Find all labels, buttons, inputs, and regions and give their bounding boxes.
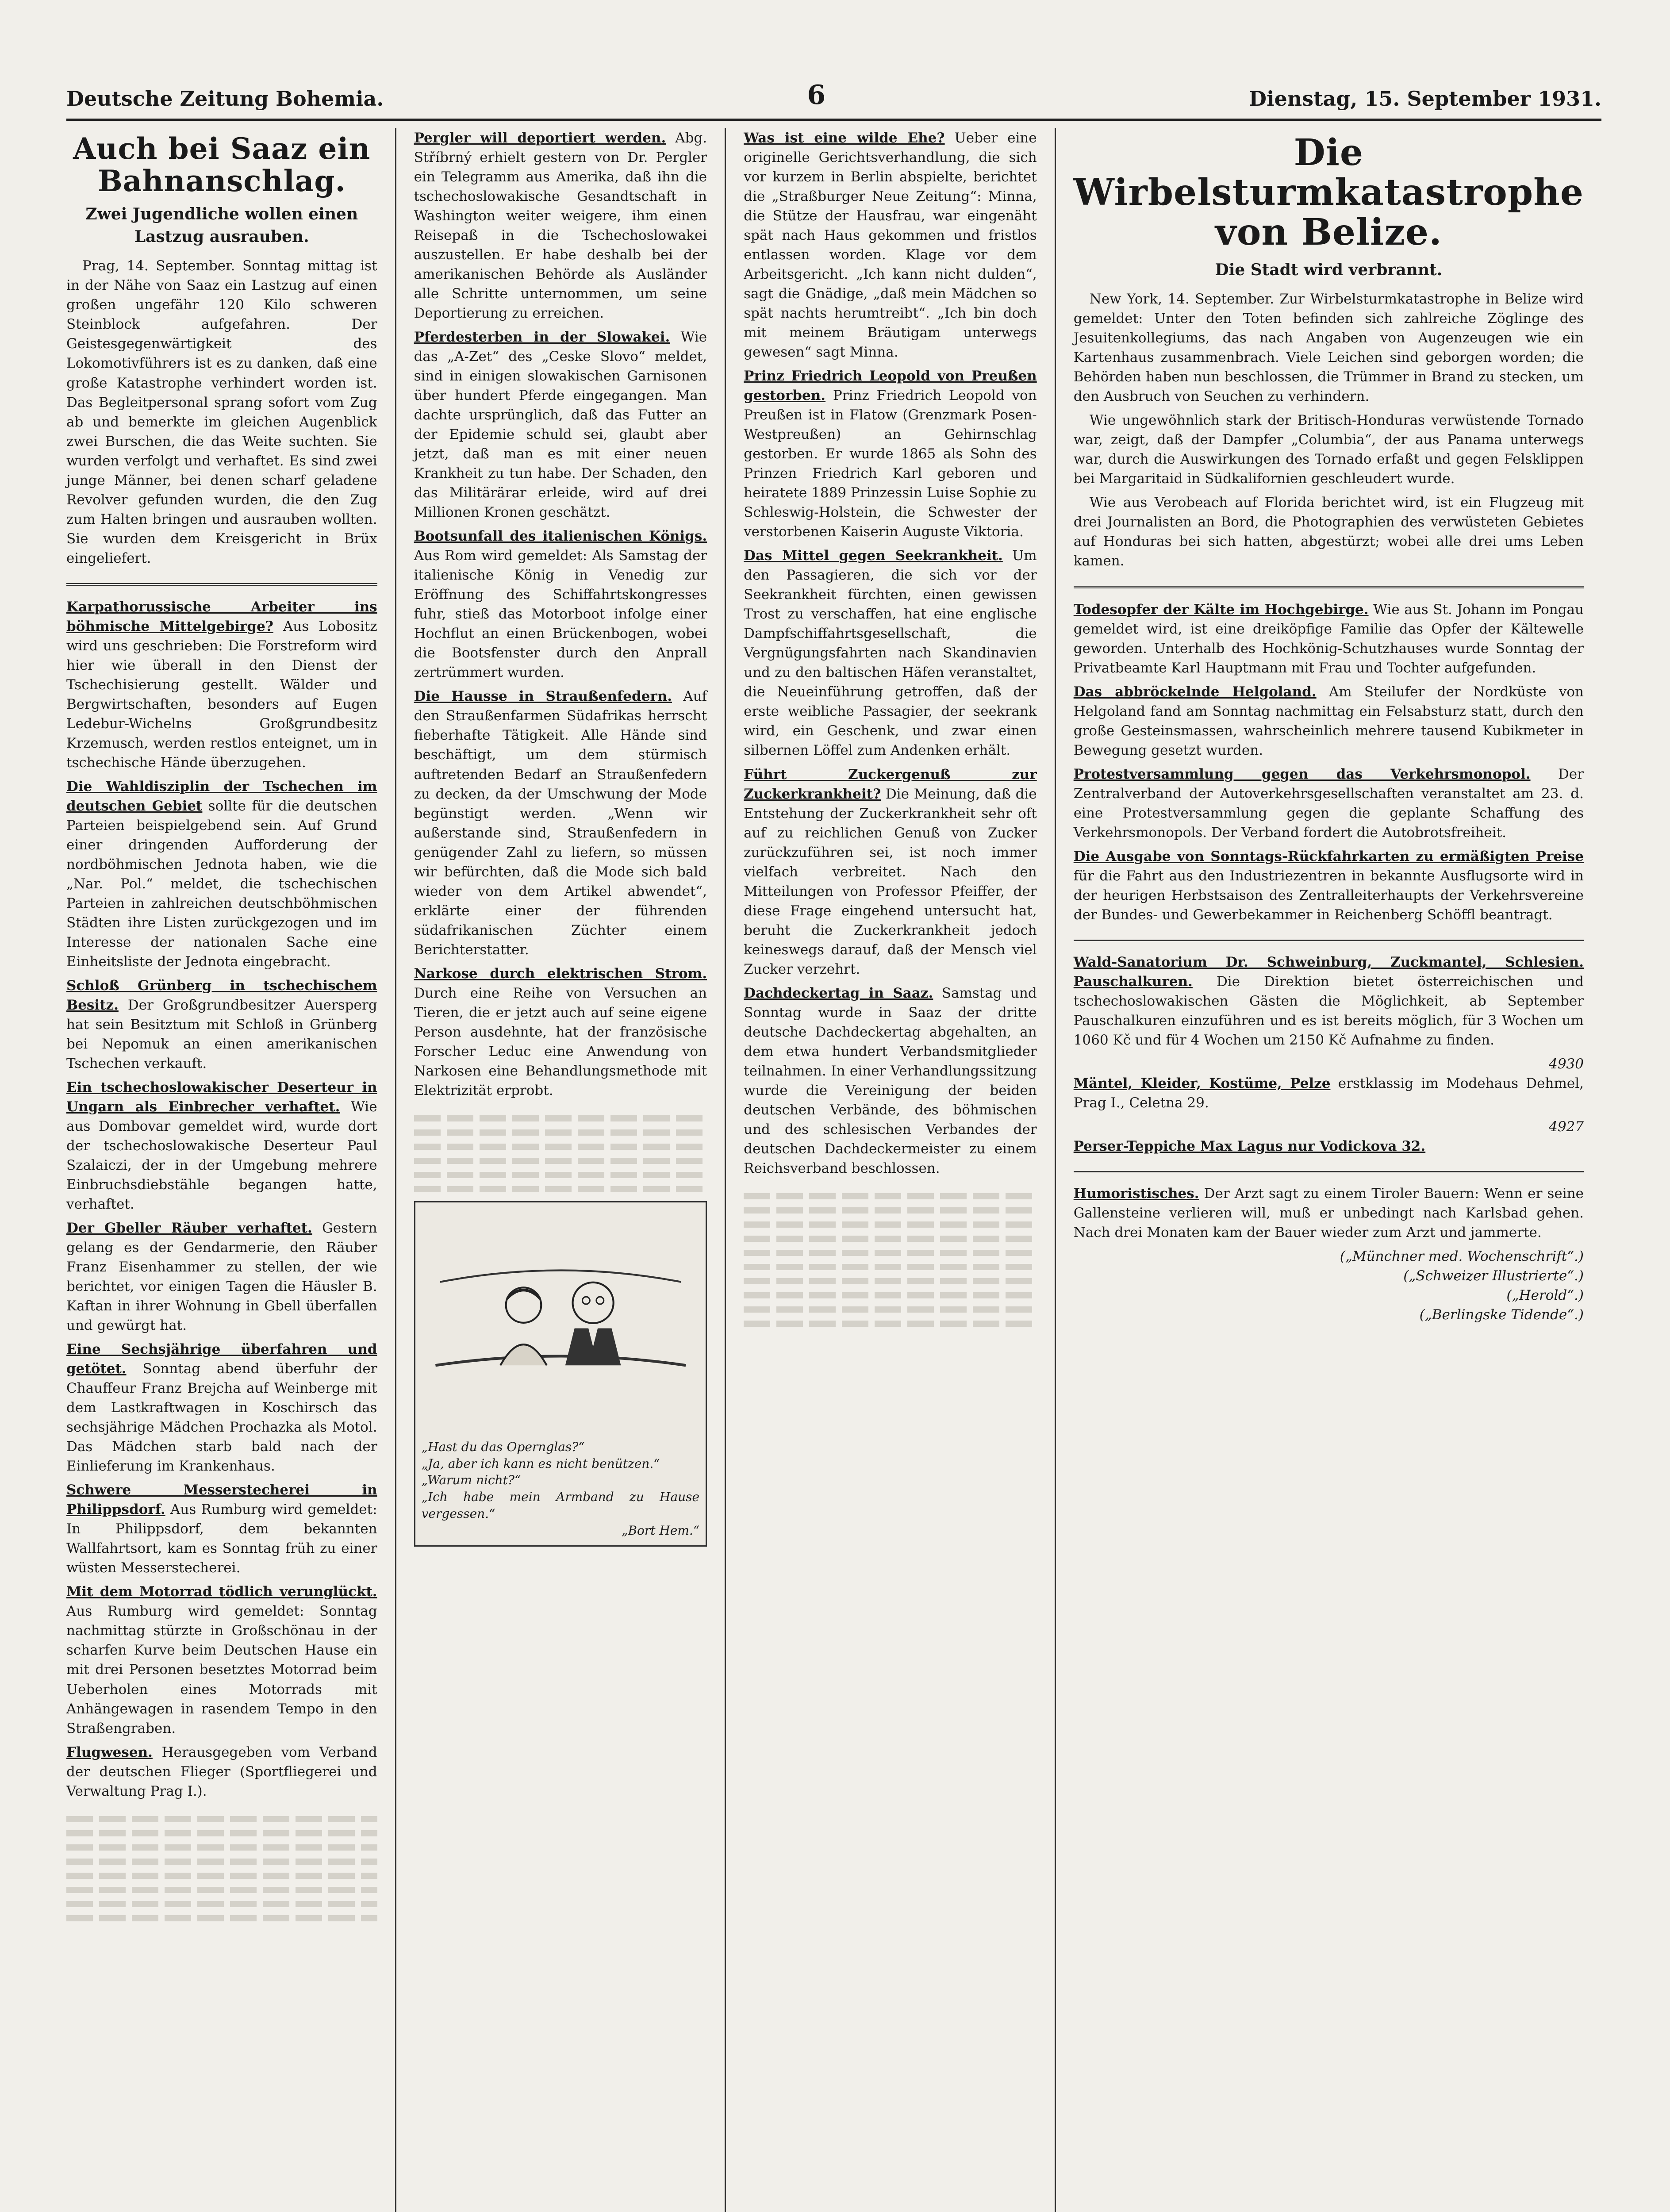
article-kicker: Todesopfer der Kälte im Hochgebirge. xyxy=(1073,601,1369,618)
article-body: Am Steilufer der Nordküste von Helgoland fand am Sonntag nachmittag ein Felsabsturz statt, durch den große Gesteinsmassen, wahrscheinlich mehrere tausend Kubikmeter in Bewegung gesetzt wurden. xyxy=(1073,684,1584,758)
ad-body: Die Direktion bietet österreichischen und tschechoslowakischen Gästen die Möglichkeit, ab September Pauschalkuren einzuführen und es ist bereits möglich, für 3 Wochen um 1060 Kč und für 4 Wochen um 2150 Kč Aufnahme zu finden. xyxy=(1073,974,1584,1048)
humor-source: („Berlingske Tidende“.) xyxy=(1419,1307,1584,1323)
cartoon-caption: „Ich habe mein Armband zu Hause vergessen.“ xyxy=(421,1490,700,1521)
article-kicker: Schloß Grünberg in tschechischem Besitz. xyxy=(66,977,377,1013)
text-texture xyxy=(744,1193,1037,1327)
article-humor xyxy=(1074,1184,1584,1325)
ad-kicker: Mäntel, Kleider, Kostüme, Pelze xyxy=(1073,1075,1331,1092)
ad-code: 4930 xyxy=(1549,1056,1584,1072)
article-body: Ueber eine originelle Gerichtsverhandlung, die sich vor kurzem in Berlin abspielte, berichtet die „Straßburger Neue Zeitung“: Minna, die Stütze der Hausfrau, war eingenäht spät nach Haus gekommen und fristlos entlassen worden. Klage vor dem Arbeitsgericht. „Ich kann nicht dulden“, sagt die Gnädige, „daß mein Mädchen so spät nachts herumtreibt“. „Ich bin doch mit meinem Bräutigam unterwegs gewesen“ sagt Minna. xyxy=(744,130,1037,361)
article-kicker: Die Wahldisziplin der Tschechen im deutschen Gebiet xyxy=(66,778,377,814)
column-3 xyxy=(726,128,1056,2212)
text-texture xyxy=(66,1816,377,1921)
headline-saaz: Auch bei Saaz ein Bahnanschlag. xyxy=(73,131,371,198)
article-kicker: Prinz Friedrich Leopold von Preußen gestorben. xyxy=(744,368,1037,404)
article-kicker: Schwere Messerstecherei in Philippsdorf. xyxy=(66,1482,377,1518)
divider xyxy=(1074,586,1584,588)
article-body: Wie aus St. Johann im Pongau gemeldet wird, ist eine dreiköpfige Familie das Opfer der Kältewelle geworden. Unterhalb des Hochkönig-Schutzhauses wurde Sonntag der Privatbeamte Karl Hauptmann mit Frau und Tochter aufgefunden. xyxy=(1073,601,1584,676)
article-kicker: Flugwesen. xyxy=(66,1744,153,1760)
article xyxy=(414,128,707,1100)
article-kicker: Die Ausgabe von Sonntags-Rückfahrkarten zu ermäßigten Preise xyxy=(1073,849,1584,865)
article-kicker: Das Mittel gegen Seekrankheit. xyxy=(744,548,1003,564)
article-body: Der Arzt sagt zu einem Tiroler Bauern: Wenn er seine Gallensteine verlieren will, muß er unbedingt nach Karlsbad gehen. Nach drei Monaten kam der Bauer wieder zum Arzt und jammerte. xyxy=(1073,1186,1584,1241)
article-body: Aus Rumburg wird gemeldet: In Philippsdorf, dem bekannten Wallfahrtsort, kam es Sonntag früh zu einer wüsten Messerstecherei. xyxy=(66,1502,377,1576)
article-body: Sonntag abend überfuhr der Chauffeur Franz Brejcha auf Weinberge mit dem Lastkraftwagen in Koschirsch das sechsjährige Mädchen Prochazka als Motol. Das Mädchen starb bald nach der Einlieferung im Krankenhaus. xyxy=(66,1361,377,1475)
advertisements xyxy=(1074,952,1584,1156)
article-kicker: Bootsunfall des italienischen Königs. xyxy=(414,528,707,545)
article-kicker: Karpathorussische Arbeiter ins böhmische Mittelgebirge? xyxy=(66,599,377,634)
humor-source: („Münchner med. Wochenschrift“.) xyxy=(1340,1248,1584,1265)
masthead-title: Deutsche Zeitung Bohemia. xyxy=(66,87,384,111)
text-texture xyxy=(414,1115,707,1192)
newspaper-page xyxy=(66,80,1601,2212)
article xyxy=(1074,600,1584,925)
divider xyxy=(1074,940,1584,941)
article-kicker: Protestversammlung gegen das Verkehrsmonopol. xyxy=(1073,766,1531,783)
masthead xyxy=(66,80,1601,121)
article-belize xyxy=(1074,133,1584,571)
ad-kicker: Wald-Sanatorium Dr. Schweinburg, Zuckmantel, Schlesien. Pauschalkuren. xyxy=(1073,954,1584,990)
humor-source: („Schweizer Illustrierte“.) xyxy=(1403,1268,1584,1284)
article-body: Prag, 14. September. Sonntag mittag ist in der Nähe von Saaz ein Lastzug auf einen großen ungefähr 120 Kilo schweren Steinblock aufgefahren. Der Geistesgegenwärtigkeit des Lokomotivführers ist es zu danken, daß eine große Katastrophe verhindert worden ist. Das Begleitpersonal sprang sofort vom Zug ab und bemerkte im gleichen Augenblick zwei Burschen, die das Weite suchten. Sie wurden verfolgt und verhaftet. Es sind zwei junge Männer, bei denen scharf geladene Revolver gefunden wurden, die den Zug zum Halten bringen und ausrauben wollten. Sie wurden dem Kreisgericht in Brüx eingeliefert. xyxy=(66,258,377,566)
article-kicker: Narkose durch elektrischen Strom. xyxy=(414,965,707,982)
ad-body: erstklassig im Modehaus Dehmel, Prag I., Celetna 29. xyxy=(1073,1075,1584,1111)
cartoon-caption: „Hast du das Opernglas?“ xyxy=(421,1439,585,1454)
article-body: Aus Rom wird gemeldet: Als Samstag der italienische König in Venedig zur Eröffnung des Schiffahrtskongresses fuhr, stieß das Motorboot infolge einer Hochflut an einen Brückenbogen, wobei die Bootsfenster durch den Anprall zertrümmert wurden. xyxy=(414,548,707,681)
article-body: für die Fahrt aus den Industriezentren in bekannte Ausflugsorte wird in der heurigen Herbstsaison des Zentralleiterhaupts der Verkehrsvereine der Bundes- und Gewerbekammer in Reichenberg Schöffl beantragt. xyxy=(1073,868,1584,923)
subhead-belize: Die Stadt wird verbrannt. xyxy=(1215,260,1443,279)
cartoon-caption: „Ja, aber ich kann es nicht benützen.“ xyxy=(421,1456,660,1471)
article-body: Um den Passagieren, die sich vor der Seekrankheit fürchten, einen gewissen Trost zu verschaffen, hat eine englische Dampfschiffahrtsgesellschaft, die Vergnügungsfahrten nach Skandinavien und zu den baltischen Häfen veranstaltet, die Neueinführung getroffen, daß der erste weibliche Passagier, der seekrank wird, ein Geschenk, und zwar einen silbernen Löffel zum Andenken erhält. xyxy=(744,548,1037,759)
article-kicker: Pergler will deportiert werden. xyxy=(414,130,666,146)
article-body: Durch eine Reihe von Versuchen an Tieren, die er jetzt auch auf seine eigene Person ausdehnte, hat der französische Forscher Leduc eine Anwendung von Narkosen eine Behandlungsmethode mit Elektrizität erprobt. xyxy=(414,985,707,1098)
divider xyxy=(1074,1171,1584,1172)
article-kicker: Pferdesterben in der Slowakei. xyxy=(414,329,670,346)
article-kicker: Mit dem Motorrad tödlich verunglückt. xyxy=(66,1584,377,1600)
article-saaz xyxy=(66,133,377,568)
article-body: Wie das „A-Zet“ des „Ceske Slovo“ meldet, sind in einigen slowakischen Garnisonen über hundert Pferde eingegangen. Man dachte ursprünglich, daß das Futter an der Epidemie schuld sei, glaubt aber jetzt, daß man es mit einer neuen Krankheit zu tun habe. Der Schaden, den das Militärärar erleide, wird auf drei Millionen Kronen geschätzt. xyxy=(414,329,707,521)
article-kicker: Humoristisches. xyxy=(1073,1186,1199,1202)
cartoon xyxy=(414,1201,707,1547)
article-kicker: Dachdeckertag in Saaz. xyxy=(744,985,933,1001)
divider xyxy=(66,583,377,586)
article-kicker: Eine Sechsjährige überfahren und getötet. xyxy=(66,1341,377,1377)
article-body: Auf den Straußenfarmen Südafrikas herrscht fieberhafte Tätigkeit. Alle Hände sind beschäftigt, um dem stürmisch auftretenden Bedarf an Straußenfedern zu decken, da der Umschwung der Mode begünstigt werden. „Wenn wir außerstande sind, Straußenfedern in genügender Zahl zu liefern, so müssen wir befürchten, daß die Mode sich bald wieder von dem Artikel abwendet“, erklärte einer der führenden südafrikanischen Züchter einem Berichterstatter. xyxy=(414,688,707,958)
article-body: Gestern gelang es der Gendarmerie, den Räuber Franz Eisenhammer zu stellen, der wie berichtet, vor einigen Tagen die Häusler B. Kaftan in ihrer Wohnung in Gbell überfallen und gewürgt hat. xyxy=(66,1220,377,1334)
column-1 xyxy=(66,128,396,2212)
article-body: Die Meinung, daß die Entstehung der Zuckerkrankheit sehr oft auf zu reichlichen Genuß von Zucker zurückzuführen sei, ist noch immer vielfach verbreitet. Nach den Mitteilungen von Professor Pfeiffer, der diese Frage eingehend untersucht hat, beruht die Zuckerkrankheit jedoch keineswegs darauf, daß der Mensch viel Zucker verzehrt. xyxy=(744,786,1037,977)
article-body: Wie ungewöhnlich stark der Britisch-Honduras verwüstende Tornado war, zeigt, daß der Dampfer „Columbia“, der aus Panama unterwegs war, durch die Auswirkungen des Tornado erfaßt und gegen Felsklippen bei Margaritaid in Südkalifornien geschleudert wurde. xyxy=(1073,412,1584,487)
cartoon-caption: „Warum nicht?“ xyxy=(421,1473,521,1488)
cartoon-illustration xyxy=(422,1209,700,1439)
article-kicker: Der Gbeller Räuber verhaftet. xyxy=(66,1220,312,1237)
article-body: Aus Lobositz wird uns geschrieben: Die Forstreform wird hier wie überall in den Dienst der Tschechisierung gestellt. Wälder und Bergwirtschaften, besonders auf Eugen Ledebur-Wichelns Großgrundbesitz Krzemusch, werden restlos enteignet, um in tschechische Hände überzugehen. xyxy=(66,618,377,771)
masthead-date: Dienstag, 15. September 1931. xyxy=(1249,87,1601,111)
article-kicker: Das abbröckelnde Helgoland. xyxy=(1073,684,1317,700)
column-2 xyxy=(396,128,726,2212)
article-body: Aus Rumburg wird gemeldet: Sonntag nachmittag stürzte in Großschönau in der scharfen Kurve beim Deutschen Hause ein mit drei Personen besetztes Motorrad beim Ueberholen eines Motorrads mit Anhängewagen in rasendem Tempo in den Straßengraben. xyxy=(66,1603,377,1736)
article-body: Wie aus Verobeach auf Florida berichtet wird, ist ein Flugzeug mit drei Journalisten an Bord, die Photographien des verwüsteten Gebietes auf Honduras bei sich hatten, abgestürzt; wobei alle drei ums Leben kamen. xyxy=(1073,494,1584,569)
article xyxy=(66,597,377,1801)
article-body: Abg. Stříbrný erhielt gestern von Dr. Pergler ein Telegramm aus Amerika, daß ihn die tschechoslowakische Gesandtschaft in Washington weiter weigere, ihm einen Reisepaß in die Tschechoslowakei auszustellen. Er habe deshalb bei der amerikanischen Behörde als Ausländer alle Schritte unternommen, um seine Deportierung zu erreichen. xyxy=(414,130,707,322)
page-number: 6 xyxy=(807,80,826,111)
headline-line: von Belize. xyxy=(1215,211,1442,254)
column-4 xyxy=(1056,128,1601,2212)
article-kicker: Ein tschechoslowakischer Deserteur in Ungarn als Einbrecher verhaftet. xyxy=(66,1079,377,1115)
subhead-saaz: Zwei Jugendliche wollen einen Lastzug ausrauben. xyxy=(85,205,358,246)
article-body: Der Großgrundbesitzer Auersperg hat sein Besitztum mit Schloß in Grünberg bei Nepomuk an einen amerikanischen Tschechen verkauft. xyxy=(66,997,377,1072)
cartoon-source: „Bort Hem.“ xyxy=(621,1523,700,1538)
ad-code: 4927 xyxy=(1549,1119,1584,1135)
article-body: Der Zentralverband der Autoverkehrsgesellschaften veranstaltet am 23. d. eine Protestversammlung gegen die geplante Schaffung des Verkehrsmonopols. Der Verband fordert die Autobrotsfreiheit. xyxy=(1073,766,1584,841)
headline-belize xyxy=(1074,133,1584,253)
article-body: sollte für die deutschen Parteien beispielgebend sein. Auf Grund einer dringenden Aufforderung der nordböhmischen Jednota haben, wie die „Nar. Pol.“ meldet, die tschechischen Parteien in zahlreichen deutschböhmischen Städten ihre Listen zurückgezogen und im Interesse der nationalen Sache eine Einheitsliste der Jednota eingebracht. xyxy=(66,798,377,970)
article-kicker: Führt Zuckergenuß zur Zuckerkrankheit? xyxy=(744,766,1037,802)
article-body: Prinz Friedrich Leopold von Preußen ist in Flatow (Grenzmark Posen-Westpreußen) an Gehirnschlag gestorben. Er wurde 1865 als Sohn des Prinzen Friedrich Karl geboren und heiratete 1889 Prinzessin Luise Sophie zu Schleswig-Holstein, die Schwester der verstorbenen Kaiserin Auguste Viktoria. xyxy=(744,388,1037,540)
article-kicker: Die Hausse in Straußenfedern. xyxy=(414,688,672,705)
article-body: Herausgegeben vom Verband der deutschen Flieger (Sportfliegerei und Verwaltung Prag I.). xyxy=(66,1744,377,1799)
article-body: Samstag und Sonntag wurde in Saaz der dritte deutsche Dachdeckertag abgehalten, an dem etwa hundert Verbandsmitglieder teilnahmen. In einer Verhandlungssitzung wurde die Vereinigung der beiden deutschen Verbände, des böhmischen und des schlesischen Verbandes der deutschen Dachdeckermeister zu einem Reichsverband beschlossen. xyxy=(744,985,1037,1176)
article xyxy=(744,128,1037,1178)
article-kicker: Was ist eine wilde Ehe? xyxy=(744,130,945,146)
article-body: Wie aus Dombovar gemeldet wird, wurde dort der tschechoslowakische Deserteur Paul Szalaiczi, der in der Umgebung mehrere Einbruchsdiebstähle begangen hatte, verhaftet. xyxy=(66,1099,377,1213)
humor-source: („Herold“.) xyxy=(1506,1287,1584,1304)
headline-line: Die Wirbelsturmkatastrophe xyxy=(1073,131,1584,214)
columns xyxy=(66,128,1601,2212)
article-body: New York, 14. September. Zur Wirbelsturmkatastrophe in Belize wird gemeldet: Unter den Toten befinden sich zahlreiche Zöglinge des Jesuitenkollegiums, das nach Angaben von Augenzeugen wie ein Kartenhaus zusammenbrach. Viele Leichen sind geborgen worden; die Behörden haben nun beschlossen, die Trümmer in Brand zu stecken, um den Ausbruch von Seuchen zu verhindern. xyxy=(1073,291,1584,404)
ad-kicker: Perser-Teppiche Max Lagus nur Vodickova 32. xyxy=(1073,1138,1426,1155)
